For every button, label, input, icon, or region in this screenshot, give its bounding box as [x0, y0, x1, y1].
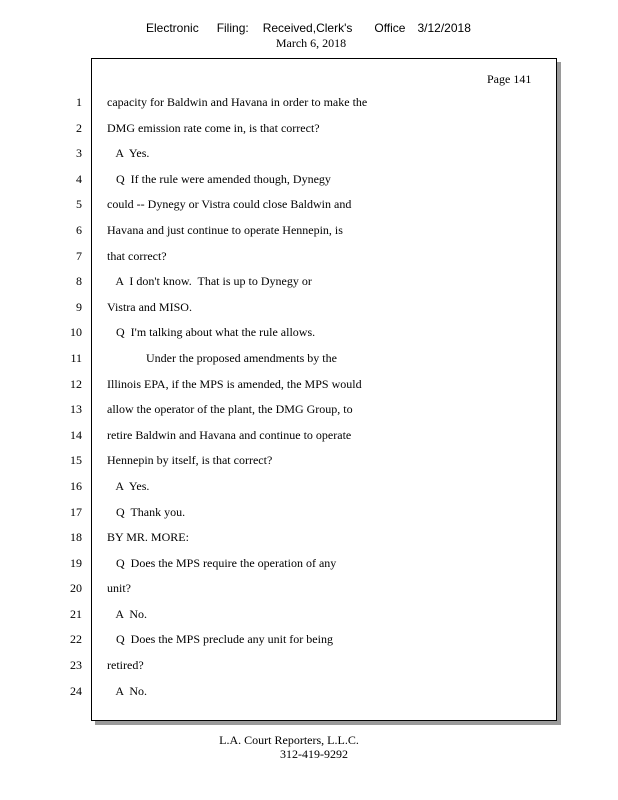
line-number: 8	[76, 274, 82, 289]
transcript-line: Q I'm talking about what the rule allows.	[107, 325, 316, 340]
transcript-line: A I don't know. That is up to Dynegy or	[107, 274, 312, 289]
transcript-line: Q Does the MPS require the operation of any	[107, 555, 337, 570]
line-number: 24	[70, 683, 82, 698]
line-number: 15	[70, 453, 82, 468]
line-number: 11	[70, 350, 82, 365]
transcript-line: Vistra and MISO.	[107, 299, 192, 314]
line-number: 14	[70, 427, 82, 442]
footer	[0, 733, 618, 761]
transcript-line: retired?	[107, 658, 144, 673]
page-number: Page 141	[487, 72, 532, 86]
stamp-word-electronic: Electronic	[146, 21, 199, 35]
transcript-line: Q Does the MPS preclude any unit for being	[107, 632, 333, 647]
line-number: 22	[70, 632, 82, 647]
reporter-company: L.A. Court Reporters, L.L.C.	[219, 733, 359, 747]
transcript-line: retire Baldwin and Havana and continue to operate	[107, 427, 352, 442]
line-number: 16	[70, 478, 82, 493]
reporter-phone: 312-419-9292	[280, 747, 348, 761]
line-number: 2	[76, 120, 82, 135]
stamp-word-received: Received,Clerk's	[262, 21, 353, 35]
transcript-line: A No.	[107, 606, 148, 621]
transcript-line: allow the operator of the plant, the DMG Group, to	[107, 402, 353, 417]
transcript-line: Hennepin by itself, is that correct?	[107, 453, 273, 468]
line-number: 20	[70, 581, 82, 596]
line-number: 10	[70, 325, 82, 340]
line-number: 9	[76, 299, 82, 314]
line-number: 7	[76, 248, 82, 263]
line-number: 18	[70, 530, 82, 545]
transcript-line: capacity for Baldwin and Havana in order to make the	[107, 95, 368, 109]
line-number: 4	[76, 171, 82, 186]
line-number: 3	[76, 146, 82, 161]
transcript-line: A No.	[107, 683, 148, 698]
transcript-line: Havana and just continue to operate Hennepin, is	[107, 222, 343, 237]
transcript-lines	[107, 95, 527, 709]
line-number: 1	[76, 95, 82, 109]
filing-stamp	[146, 21, 471, 35]
transcript-line: that correct?	[107, 248, 167, 263]
transcript-line: Q If the rule were amended though, Dynegy	[107, 171, 331, 186]
transcript-line: Illinois EPA, if the MPS is amended, the MPS would	[107, 376, 362, 391]
transcript-line: A Yes.	[107, 478, 150, 493]
hearing-date: March 6, 2018	[275, 36, 347, 50]
stamp-word-date: 3/12/2018	[417, 21, 471, 35]
transcript-line: unit?	[107, 581, 131, 596]
stamp-word-office: Office	[374, 21, 406, 35]
line-number: 6	[76, 222, 82, 237]
line-number: 17	[70, 504, 82, 519]
transcript-line: BY MR. MORE:	[107, 530, 189, 545]
line-number: 13	[70, 402, 82, 417]
transcript-line: Q Thank you.	[107, 504, 186, 519]
line-number: 5	[76, 197, 82, 212]
line-number: 21	[70, 606, 82, 621]
line-number: 12	[70, 376, 82, 391]
line-number-column	[60, 95, 82, 709]
transcript-line: DMG emission rate come in, is that correct?	[107, 120, 320, 135]
line-number: 23	[70, 658, 82, 673]
transcript-line: Under the proposed amendments by the	[107, 350, 337, 365]
transcript-line: A Yes.	[107, 146, 150, 161]
transcript-line: could -- Dynegy or Vistra could close Baldwin and	[107, 197, 352, 212]
line-number: 19	[70, 555, 82, 570]
stamp-word-filing: Filing:	[216, 21, 249, 35]
